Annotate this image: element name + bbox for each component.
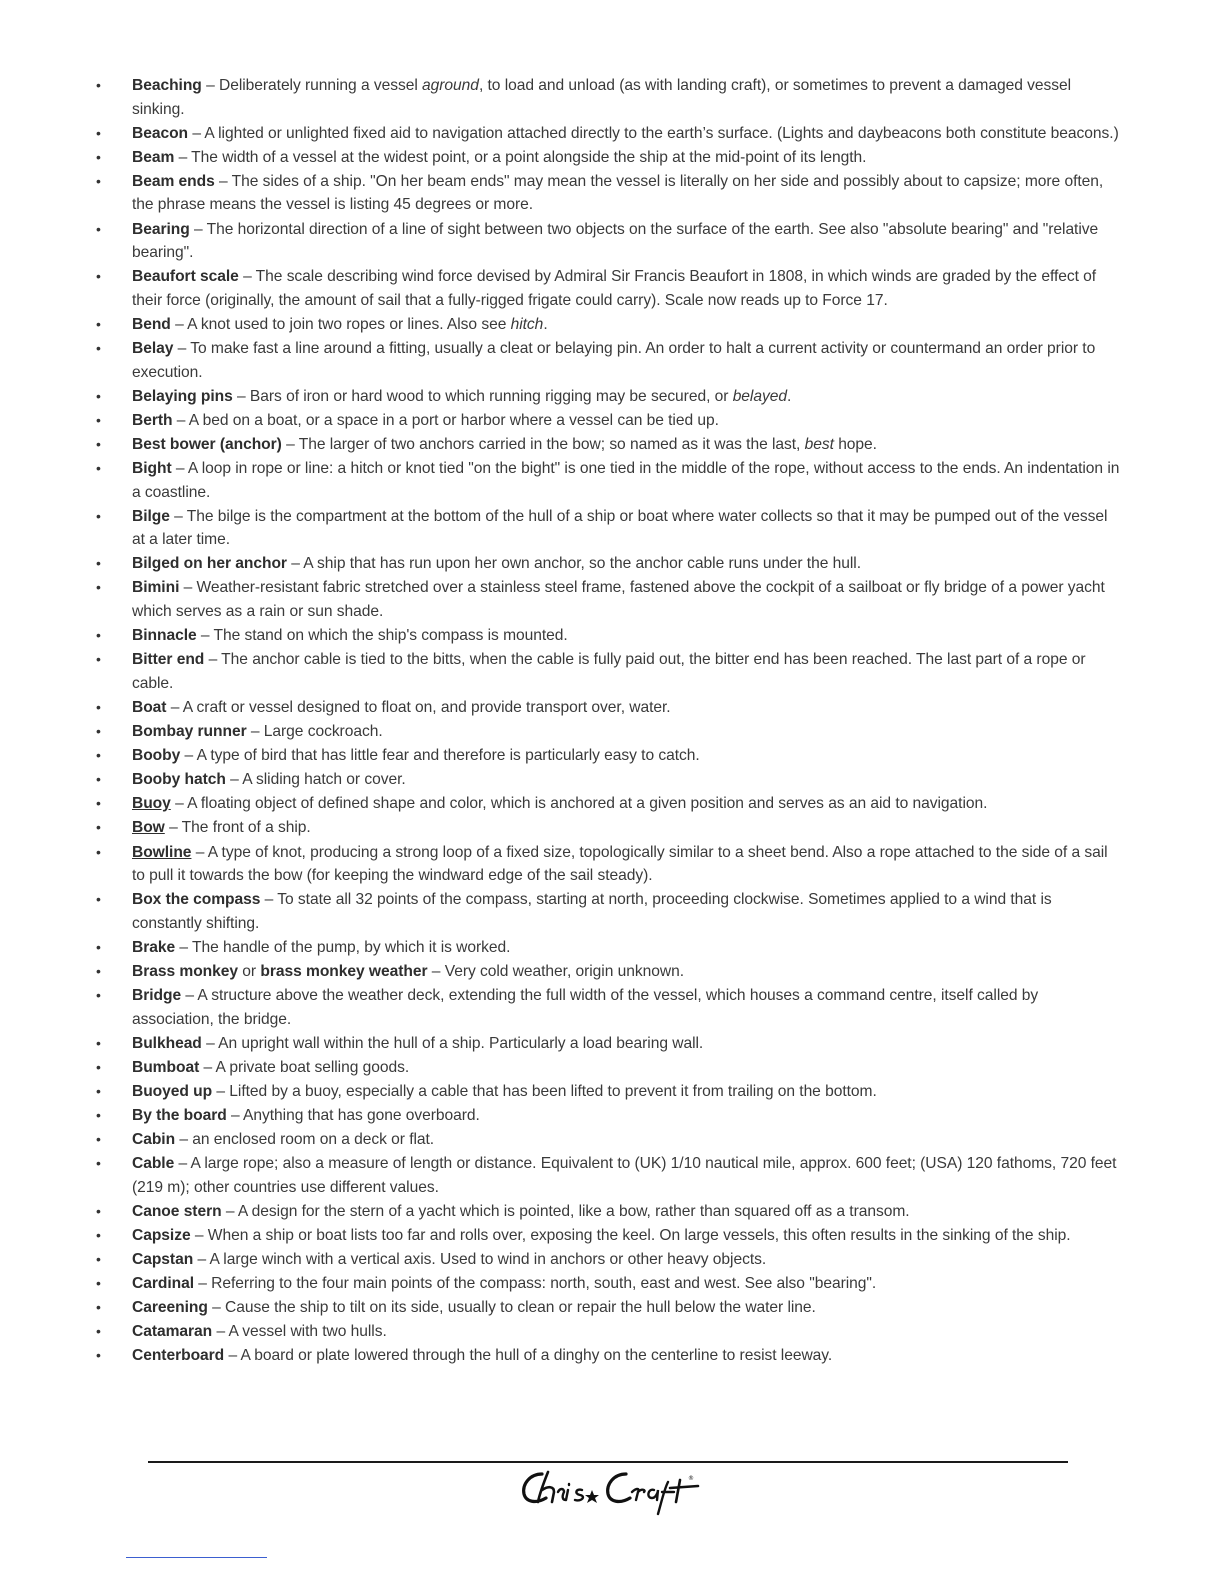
bullet-icon: • [96, 1058, 101, 1075]
glossary-entry [94, 1080, 1124, 1104]
bullet-icon: • [96, 1155, 101, 1172]
glossary-entry [94, 457, 1124, 504]
chris-craft-logo [520, 1462, 710, 1518]
glossary-entry [94, 505, 1124, 552]
bullet-icon: • [96, 555, 101, 572]
glossary-term: Catamaran [132, 1323, 213, 1341]
glossary-entry [94, 888, 1124, 935]
bullet-icon: • [96, 1251, 101, 1268]
glossary-definition: . [786, 387, 792, 405]
glossary-term: Capstan [132, 1251, 194, 1269]
glossary-term: Beaching [132, 77, 202, 94]
glossary-definition: – A large rope; also a measure of length or distance. Equivalent to (UK) 1/10 nautical mile, approx. 600 feet; (USA) 120 fathoms, 720 feet (219 m); other countries use different values. [132, 1155, 1117, 1196]
glossary-entry [94, 960, 1124, 984]
glossary-term: Bumboat [132, 1058, 200, 1076]
glossary-term: Booby [132, 747, 181, 765]
bullet-icon: • [96, 987, 101, 1004]
glossary-entry [94, 265, 1124, 312]
glossary-term: Cable [132, 1155, 175, 1173]
glossary-definition: – A lighted or unlighted fixed aid to navigation attached directly to the earth’s surface. (Lights and daybeacons both constitute beacons.) [188, 124, 1119, 142]
glossary-definition: – The stand on which the ship's compass is mounted. [196, 627, 568, 645]
glossary-definition: – The width of a vessel at the widest point, or a point alongside the ship at the mid-point of its length. [174, 148, 867, 166]
bottom-link-underline [126, 1557, 267, 1558]
glossary-list [94, 74, 1124, 1369]
bullet-icon: • [96, 1034, 101, 1051]
glossary-entry [94, 552, 1124, 576]
glossary-term: Cabin [132, 1131, 176, 1149]
glossary-term: Beacon [132, 124, 189, 142]
glossary-term: brass monkey weather [260, 962, 428, 980]
chris-craft-logo-icon [520, 1462, 710, 1518]
bullet-icon: • [96, 1299, 101, 1316]
glossary-term: Booby hatch [132, 771, 226, 789]
glossary-term: Bimini [132, 579, 180, 597]
glossary-definition: – Deliberately running a vessel [201, 77, 423, 94]
bullet-icon: • [96, 411, 101, 428]
bullet-icon: • [96, 315, 101, 332]
glossary-entry [94, 1248, 1124, 1272]
glossary-definition: , to load and unload (as with landing craft), or sometimes to prevent a damaged vessel sinking. [132, 77, 1071, 118]
bullet-icon: • [96, 579, 101, 596]
bullet-icon: • [96, 340, 101, 357]
glossary-definition: – Weather-resistant fabric stretched over a stainless steel frame, fastened above the cockpit of a sailboat or fly bridge of a power yacht which serves as a rain or sun shade. [132, 579, 1105, 621]
glossary-entry [94, 1056, 1124, 1080]
glossary-term: Bend [132, 315, 171, 333]
glossary-entry [94, 146, 1124, 170]
glossary-definition: hope. [833, 435, 877, 453]
bullet-icon: • [96, 387, 101, 404]
glossary-definition: – A private boat selling goods. [199, 1058, 410, 1076]
glossary-term: Bulkhead [132, 1034, 202, 1052]
glossary-entry [94, 624, 1124, 648]
glossary-definition: – an enclosed room on a deck or flat. [175, 1131, 435, 1149]
glossary-term: Capsize [132, 1227, 191, 1244]
glossary-definition: – The bilge is the compartment at the bottom of the hull of a ship or boat where water collects so that it may be pumped out of the vessel at a later time. [132, 507, 1108, 549]
bullet-icon: • [96, 460, 101, 476]
glossary-term: Brake [132, 938, 176, 956]
glossary-term: Beaufort scale [132, 268, 239, 286]
glossary-term: Belay [132, 340, 174, 358]
glossary-definition: – The larger of two anchors carried in the bow; so named as it was the last, [281, 435, 805, 453]
glossary-definition: – Large cockroach. [246, 723, 383, 741]
glossary-definition: – An upright wall within the hull of a ship. Particularly a load bearing wall. [201, 1034, 704, 1052]
glossary-entry [94, 1104, 1124, 1128]
bullet-icon: • [96, 172, 101, 189]
glossary-entry [94, 576, 1124, 623]
bullet-icon: • [96, 819, 101, 836]
glossary-entry [94, 1200, 1124, 1224]
glossary-definition: – To make fast a line around a fitting, usually a cleat or belaying pin. An order to halt a current activity or countermand an order prior to execution. [132, 340, 1096, 381]
glossary-entry [94, 1032, 1124, 1056]
glossary-definition: – A floating object of defined shape and color, which is anchored at a given position and serves as an aid to navigation. [170, 795, 988, 813]
bullet-icon: • [96, 1275, 101, 1292]
glossary-emphasis: belayed [732, 387, 787, 405]
glossary-entry [94, 744, 1124, 768]
glossary-entry [94, 936, 1124, 960]
glossary-emphasis: best [804, 435, 834, 453]
glossary-definition: – A sliding hatch or cover. [225, 771, 406, 789]
bullet-icon: • [96, 268, 101, 285]
bullet-icon: • [96, 1227, 101, 1243]
bullet-icon: • [96, 1131, 101, 1148]
glossary-entry [94, 1272, 1124, 1296]
glossary-term: Box the compass [132, 891, 261, 909]
glossary-emphasis: aground [422, 77, 479, 94]
glossary-term: Beam ends [132, 172, 215, 190]
glossary-term: Careening [132, 1299, 208, 1317]
glossary-definition: – The scale describing wind force devised by Admiral Sir Francis Beaufort in 1808, in which winds are graded by the effect of their force (originally, the amount of sail that a fully-rigged frigate could carry). Scale now reads up to Force 17. [132, 268, 1097, 309]
bullet-icon: • [96, 698, 101, 715]
glossary-term: Binnacle [132, 627, 197, 645]
glossary-emphasis: hitch [510, 315, 544, 333]
glossary-entry [94, 1296, 1124, 1320]
glossary-entry [94, 768, 1124, 792]
glossary-entry [94, 1224, 1124, 1248]
glossary-definition: – Lifted by a buoy, especially a cable that has been lifted to prevent it from trailing on the bottom. [212, 1082, 877, 1100]
bullet-icon: • [96, 148, 101, 165]
glossary-definition: – The sides of a ship. "On her beam ends" may mean the vessel is literally on her side and possibly about to capsize; more often, the phrase means the vessel is listing 45 degrees or more. [132, 172, 1104, 214]
glossary-entry [94, 170, 1124, 217]
bullet-icon: • [96, 77, 101, 93]
glossary-entry [94, 1320, 1124, 1344]
bullet-icon: • [96, 1347, 101, 1364]
bullet-icon: • [96, 843, 101, 860]
glossary-entry [94, 1128, 1124, 1152]
bullet-icon: • [96, 1323, 101, 1340]
bullet-icon: • [96, 627, 101, 644]
glossary-definition: – A board or plate lowered through the hull of a dinghy on the centerline to resist leeway. [224, 1347, 833, 1365]
glossary-entry [94, 337, 1124, 384]
glossary-entry [94, 816, 1124, 840]
glossary-entry [94, 792, 1124, 816]
glossary-term: Bight [132, 460, 172, 477]
bullet-icon: • [96, 435, 101, 452]
glossary-definition: – Cause the ship to tilt on its side, usually to clean or repair the hull below the water line. [207, 1299, 816, 1317]
glossary-entry [94, 1152, 1124, 1199]
bullet-icon: • [96, 795, 101, 812]
bullet-icon: • [96, 220, 101, 237]
glossary-entry [94, 648, 1124, 695]
glossary-term: Centerboard [132, 1347, 225, 1365]
bullet-icon: • [96, 771, 101, 788]
glossary-definition: – A loop in rope or line: a hitch or knot tied "on the bight" is one tied in the middle of the rope, without access to the ends. An indentation in a coastline. [132, 460, 1120, 501]
bullet-icon: • [96, 891, 101, 908]
glossary-definition: – A craft or vessel designed to float on, and provide transport over, water. [166, 698, 671, 716]
glossary-definition: – Very cold weather, origin unknown. [427, 962, 684, 980]
glossary-definition: – A type of knot, producing a strong loop of a fixed size, topologically similar to a sheet bend. Also a rope attached to the side of a sail to pull it towards the bow (for keeping the windward edge of the sail steady). [132, 843, 1108, 885]
glossary-term: Bilged on her anchor [132, 555, 287, 573]
glossary-entry [94, 122, 1124, 146]
glossary-definition: – To state all 32 points of the compass, starting at north, proceeding clockwise. Sometimes applied to a wind that is constantly shifting. [132, 891, 1052, 932]
glossary-term: Canoe stern [132, 1202, 222, 1220]
glossary-entry [94, 984, 1124, 1031]
glossary-definition: – When a ship or boat lists too far and rolls over, exposing the keel. On large vessels, this often results in the sinking of the ship. [190, 1227, 1071, 1244]
glossary-term: Buoyed up [132, 1082, 213, 1100]
glossary-definition: – A ship that has run upon her own anchor, so the anchor cable runs under the hull. [286, 555, 861, 573]
glossary-entry [94, 218, 1124, 265]
glossary-definition: – The front of a ship. [164, 819, 311, 837]
glossary-term: Berth [132, 411, 173, 429]
bullet-icon: • [96, 938, 101, 955]
glossary-definition: – Referring to the four main points of the compass: north, south, east and west. See also "bearing". [194, 1275, 877, 1293]
bullet-icon: • [96, 1202, 101, 1219]
glossary-term: Bridge [132, 987, 182, 1005]
glossary-entry [94, 385, 1124, 409]
glossary-definition: or [238, 962, 261, 980]
glossary-definition: – A vessel with two hulls. [212, 1323, 387, 1341]
glossary-entry [94, 409, 1124, 433]
glossary-term: Belaying pins [132, 387, 233, 405]
glossary-definition: – The anchor cable is tied to the bitts, when the cable is fully paid out, the bitter end has been reached. The last part of a rope or cable. [132, 651, 1086, 692]
glossary-term: Boat [132, 698, 167, 716]
bullet-icon: • [96, 124, 101, 141]
bullet-icon: • [96, 1082, 101, 1099]
glossary-term: Beam [132, 148, 175, 166]
glossary-term: Bitter end [132, 651, 205, 669]
glossary-term: Bow [132, 819, 165, 837]
glossary-entry [94, 74, 1124, 121]
bullet-icon: • [96, 747, 101, 764]
glossary-definition: – Anything that has gone overboard. [226, 1107, 480, 1125]
glossary-term: Buoy [132, 795, 171, 813]
bullet-icon: • [96, 962, 101, 979]
glossary-entry [94, 433, 1124, 457]
glossary-definition: – A knot used to join two ropes or lines. Also see [170, 315, 511, 333]
glossary-term: Bombay runner [132, 723, 247, 741]
glossary-definition: – The handle of the pump, by which it is worked. [175, 938, 511, 956]
glossary-definition: – Bars of iron or hard wood to which running rigging may be secured, or [232, 387, 733, 405]
trademark-symbol: ® [688, 1475, 694, 1482]
glossary-term: Bilge [132, 507, 170, 525]
glossary-definition: – A design for the stern of a yacht which is pointed, like a bow, rather than squared off as a transom. [221, 1202, 910, 1220]
glossary-entry [94, 841, 1124, 888]
glossary-term: Bowline [132, 843, 192, 861]
glossary-definition: – A structure above the weather deck, extending the full width of the vessel, which houses a command centre, itself called by association, the bridge. [132, 987, 1039, 1028]
glossary-definition: – The horizontal direction of a line of sight between two objects on the surface of the earth. See also "absolute bearing" and "relative bearing". [132, 220, 1099, 262]
bullet-icon: • [96, 723, 101, 740]
glossary-entry [94, 1344, 1124, 1368]
glossary-term: Cardinal [132, 1275, 194, 1293]
glossary-entry [94, 696, 1124, 720]
glossary-term: By the board [132, 1107, 227, 1125]
glossary-definition: – A large winch with a vertical axis. Used to wind in anchors or other heavy objects. [193, 1251, 767, 1269]
glossary-term: Best bower (anchor) [132, 435, 282, 453]
glossary-definition: . [543, 315, 548, 333]
glossary-term: Brass monkey [132, 962, 239, 980]
glossary-entry [94, 313, 1124, 337]
glossary-definition: – A bed on a boat, or a space in a port or harbor where a vessel can be tied up. [172, 411, 719, 429]
bullet-icon: • [96, 1107, 101, 1124]
glossary-term: Bearing [132, 220, 190, 238]
glossary-definition: – A type of bird that has little fear and therefore is particularly easy to catch. [180, 747, 700, 765]
glossary-entry [94, 720, 1124, 744]
bullet-icon: • [96, 651, 101, 668]
bullet-icon: • [96, 507, 101, 524]
